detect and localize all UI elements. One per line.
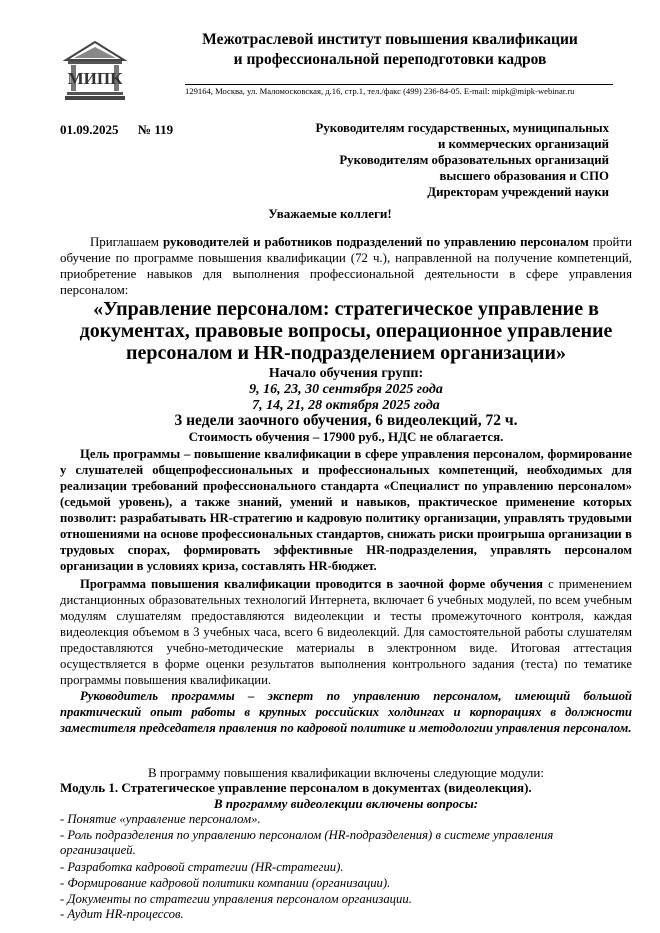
list-item: - Роль подразделения по управлению персоналом (HR-подразделения) в системе управления <box>60 828 554 842</box>
questions-title: В программу видеолекции включены вопросы: <box>213 796 479 811</box>
header-divider <box>185 84 613 85</box>
org-name-line2: и профессиональной переподготовки кадров <box>233 51 547 68</box>
module1-title: Модуль 1. Стратегическое управление персоналом в документах (видеолекция). <box>60 780 532 795</box>
recipient-line: Руководителям государственных, муниципальных <box>315 121 609 135</box>
institute-logo <box>63 40 127 102</box>
letter-date-number <box>60 122 173 138</box>
format-lead: Программа повышения квалификации проводится в заочной форме обучения <box>80 577 544 591</box>
training-format: 3 недели заочного обучения, 6 видеолекций, 72 ч. <box>174 412 518 429</box>
letter-number: № 119 <box>138 122 174 137</box>
list-item: - Аудит HR-процессов. <box>60 907 184 921</box>
format-paragraph <box>60 576 632 688</box>
intro-paragraph <box>60 234 632 298</box>
list-item: - Формирование кадровой политики компании (организации). <box>60 876 391 890</box>
recipient-line: высшего образования и СПО <box>439 169 609 183</box>
recipient-line: Руководителям образовательных организаций <box>339 153 609 167</box>
intro-rest: пройти обучение по программе повышения квалификации (72 ч.), направленной на получение компетенций, приобретение навыков для выполнения профессиональной деятельности в сфере управления персоналом: <box>60 235 632 297</box>
recipient-line: и коммерческих организаций <box>437 137 609 151</box>
logo-text: МИПК <box>67 69 123 88</box>
list-item: - Понятие «управление персоналом». <box>60 812 261 826</box>
letter-date: 01.09.2025 <box>60 122 119 137</box>
list-item: - Разработка кадровой стратегии (HR-стратегии). <box>60 860 344 874</box>
dates-september: 9, 16, 23, 30 сентября 2025 года <box>249 382 443 397</box>
goal-paragraph: Цель программы – повышение квалификации в сфере управления персоналом, формирование у слушателей общепрофессиональных и профессиональных компетенций, необходимых для реализации требований профессионального стандарта «Специалист по управлению персоналом» (седьмой уровень), а также знаний, умений и навыков, практическое применение которых позволит: разрабатывать HR-стратегию и кадровую политику организации, управлять трудовыми отношениями на основе профессиональных стандартов, снижать риски проигрыша организации в трудовых спорах, формировать эффективные HR-подразделения, управлять персоналом организации в условиях криза, составлять HR-бюджет. <box>60 447 632 573</box>
training-cost: Стоимость обучения – 17900 руб., НДС не облагается. <box>188 429 504 444</box>
program-title: «Управление персоналом: стратегическое управление в документах, правовые вопросы, операционное управление персоналом и HR-подразделением организации» <box>79 298 613 364</box>
recipient-line: Директорам учреждений науки <box>427 185 609 199</box>
org-name-line1: Межотраслевой институт повышения квалификации <box>202 31 578 48</box>
intro-lead: Приглашаем <box>90 235 163 249</box>
org-address: 129164, Москва, ул. Маломосковская, д.16, стр.1, тел./факс (499) 236-84-05. E-mail: mipk@mipk-webinar.ru <box>185 86 575 96</box>
list-item: организацией. <box>60 843 136 857</box>
format-rest: с применением дистанционных образовательных технологий Интернета, включает 6 учебных модулей, по всем учебным модулям слушателям предоставляются видеолекции и тесты промежуточного контроля, каждая видеолекция объемом в 3 учебных часа, всего 6 видеолекций. Для самостоятельной работы слушателям предоставляются учебно-методические материалы в электронном виде. Итоговая аттестация осуществляется в форме оценки результатов выполнения контрольного задания (теста) по тематике программы повышения квалификации. <box>60 577 632 687</box>
modules-intro: В программу повышения квалификации включены следующие модули: <box>148 765 544 780</box>
greeting: Уважаемые коллеги! <box>268 206 392 221</box>
start-label: Начало обучения групп: <box>268 366 424 381</box>
dates-october: 7, 14, 21, 28 октября 2025 года <box>252 398 440 413</box>
program-head-paragraph: Руководитель программы – эксперт по управлению персоналом, имеющий большой практический опыт работы в крупных российских холдингах и корпорациях в должности заместителя председателя правления по кадровой политике и методологии управления персоналом. <box>60 689 632 735</box>
list-item: - Документы по стратегии управления персоналом организации. <box>60 892 412 906</box>
intro-audience: руководителей и работников подразделений по управлению персоналом <box>162 235 589 249</box>
